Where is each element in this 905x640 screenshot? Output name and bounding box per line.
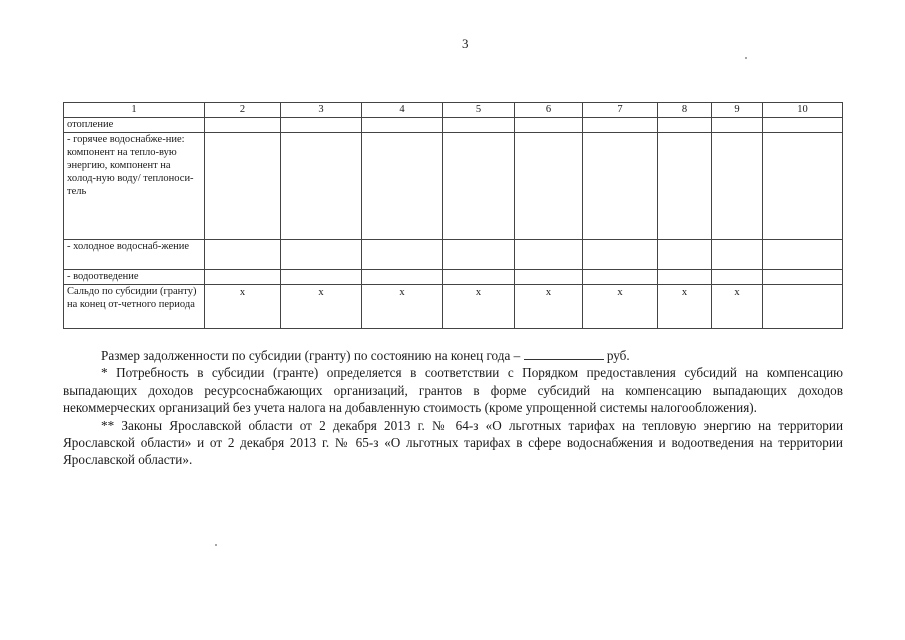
subsidy-table <box>63 102 843 329</box>
table-cell <box>362 118 443 133</box>
column-header: 1 <box>64 103 205 118</box>
table-cell <box>362 133 443 239</box>
row-label: - горячее водоснабже-ние: компонент на тепло-вую энергию, компонент на холод-ную воду/ теплоноси-тель <box>64 133 205 239</box>
table-cell <box>658 239 712 269</box>
table-cell <box>281 118 362 133</box>
column-header: 8 <box>658 103 712 118</box>
table-cell <box>583 269 658 284</box>
table-cell <box>515 133 583 239</box>
table-cell <box>205 239 281 269</box>
table-cell <box>443 118 515 133</box>
table-cell: х <box>712 284 763 328</box>
table-cell: х <box>281 284 362 328</box>
table-cell: х <box>443 284 515 328</box>
table-cell <box>658 269 712 284</box>
table-row <box>64 239 843 269</box>
table-cell: х <box>362 284 443 328</box>
table-cell <box>712 239 763 269</box>
table-header-row <box>64 103 843 118</box>
column-header: 10 <box>763 103 843 118</box>
table-cell: х <box>658 284 712 328</box>
table-cell <box>712 133 763 239</box>
table-cell <box>763 239 843 269</box>
table-cell <box>658 133 712 239</box>
footnote-1: * Потребность в субсидии (гранте) определяется в соответствии с Порядком предоставления субсидий на компенсацию выпадающих доходов ресурсоснабжающих организаций, грантов в форме субсидий на компенсацию выпадающих доходов некоммерческих организаций без учета налога на добавленную стоимость (кроме упрощенной системы налогообложения). <box>63 365 843 416</box>
table-cell <box>658 118 712 133</box>
blank-field <box>524 348 604 360</box>
footnote-2: ** Законы Ярославской области от 2 декабря 2013 г. № 64-з «О льготных тарифах на тепловую энергию на территории Ярославской области» и от 2 декабря 2013 г. № 65-з «О льготных тарифах в сфере водоснабжения и водоотведения на территории Ярославской области». <box>63 417 843 468</box>
table-cell <box>583 133 658 239</box>
column-header: 5 <box>443 103 515 118</box>
table-row <box>64 118 843 133</box>
column-header: 4 <box>362 103 443 118</box>
table-cell <box>362 269 443 284</box>
currency-label: руб. <box>606 348 630 363</box>
column-header: 9 <box>712 103 763 118</box>
column-header: 6 <box>515 103 583 118</box>
table-cell: х <box>515 284 583 328</box>
column-header: 3 <box>281 103 362 118</box>
debt-line <box>63 347 843 364</box>
table-cell <box>515 269 583 284</box>
table-cell <box>763 133 843 239</box>
table-cell <box>443 239 515 269</box>
table-cell: х <box>205 284 281 328</box>
table-cell <box>281 269 362 284</box>
table-row <box>64 269 843 284</box>
table-cell <box>281 133 362 239</box>
notes-section <box>63 347 843 469</box>
table-cell <box>763 284 843 328</box>
table-cell <box>515 239 583 269</box>
table-cell <box>712 269 763 284</box>
table-cell <box>583 239 658 269</box>
table-row <box>64 284 843 328</box>
table-cell <box>443 269 515 284</box>
scan-speck <box>215 544 217 546</box>
row-label: - холодное водоснаб-жение <box>64 239 205 269</box>
table-cell <box>205 118 281 133</box>
debt-text: Размер задолженности по субсидии (гранту) по состоянию на конец года – <box>101 348 521 363</box>
table-cell <box>281 239 362 269</box>
table-cell <box>763 118 843 133</box>
page-number: 3 <box>462 36 469 51</box>
row-label: - водоотведение <box>64 269 205 284</box>
table-cell <box>515 118 583 133</box>
column-header: 2 <box>205 103 281 118</box>
table-cell <box>205 269 281 284</box>
row-label: отопление <box>64 118 205 133</box>
scan-speck <box>745 57 747 59</box>
table-cell <box>712 118 763 133</box>
column-header: 7 <box>583 103 658 118</box>
table-cell <box>205 133 281 239</box>
table-row <box>64 133 843 239</box>
table-cell <box>763 269 843 284</box>
table-cell <box>362 239 443 269</box>
table-cell <box>443 133 515 239</box>
row-label: Сальдо по субсидии (гранту) на конец от-четного периода <box>64 284 205 328</box>
table-cell: х <box>583 284 658 328</box>
table-cell <box>583 118 658 133</box>
